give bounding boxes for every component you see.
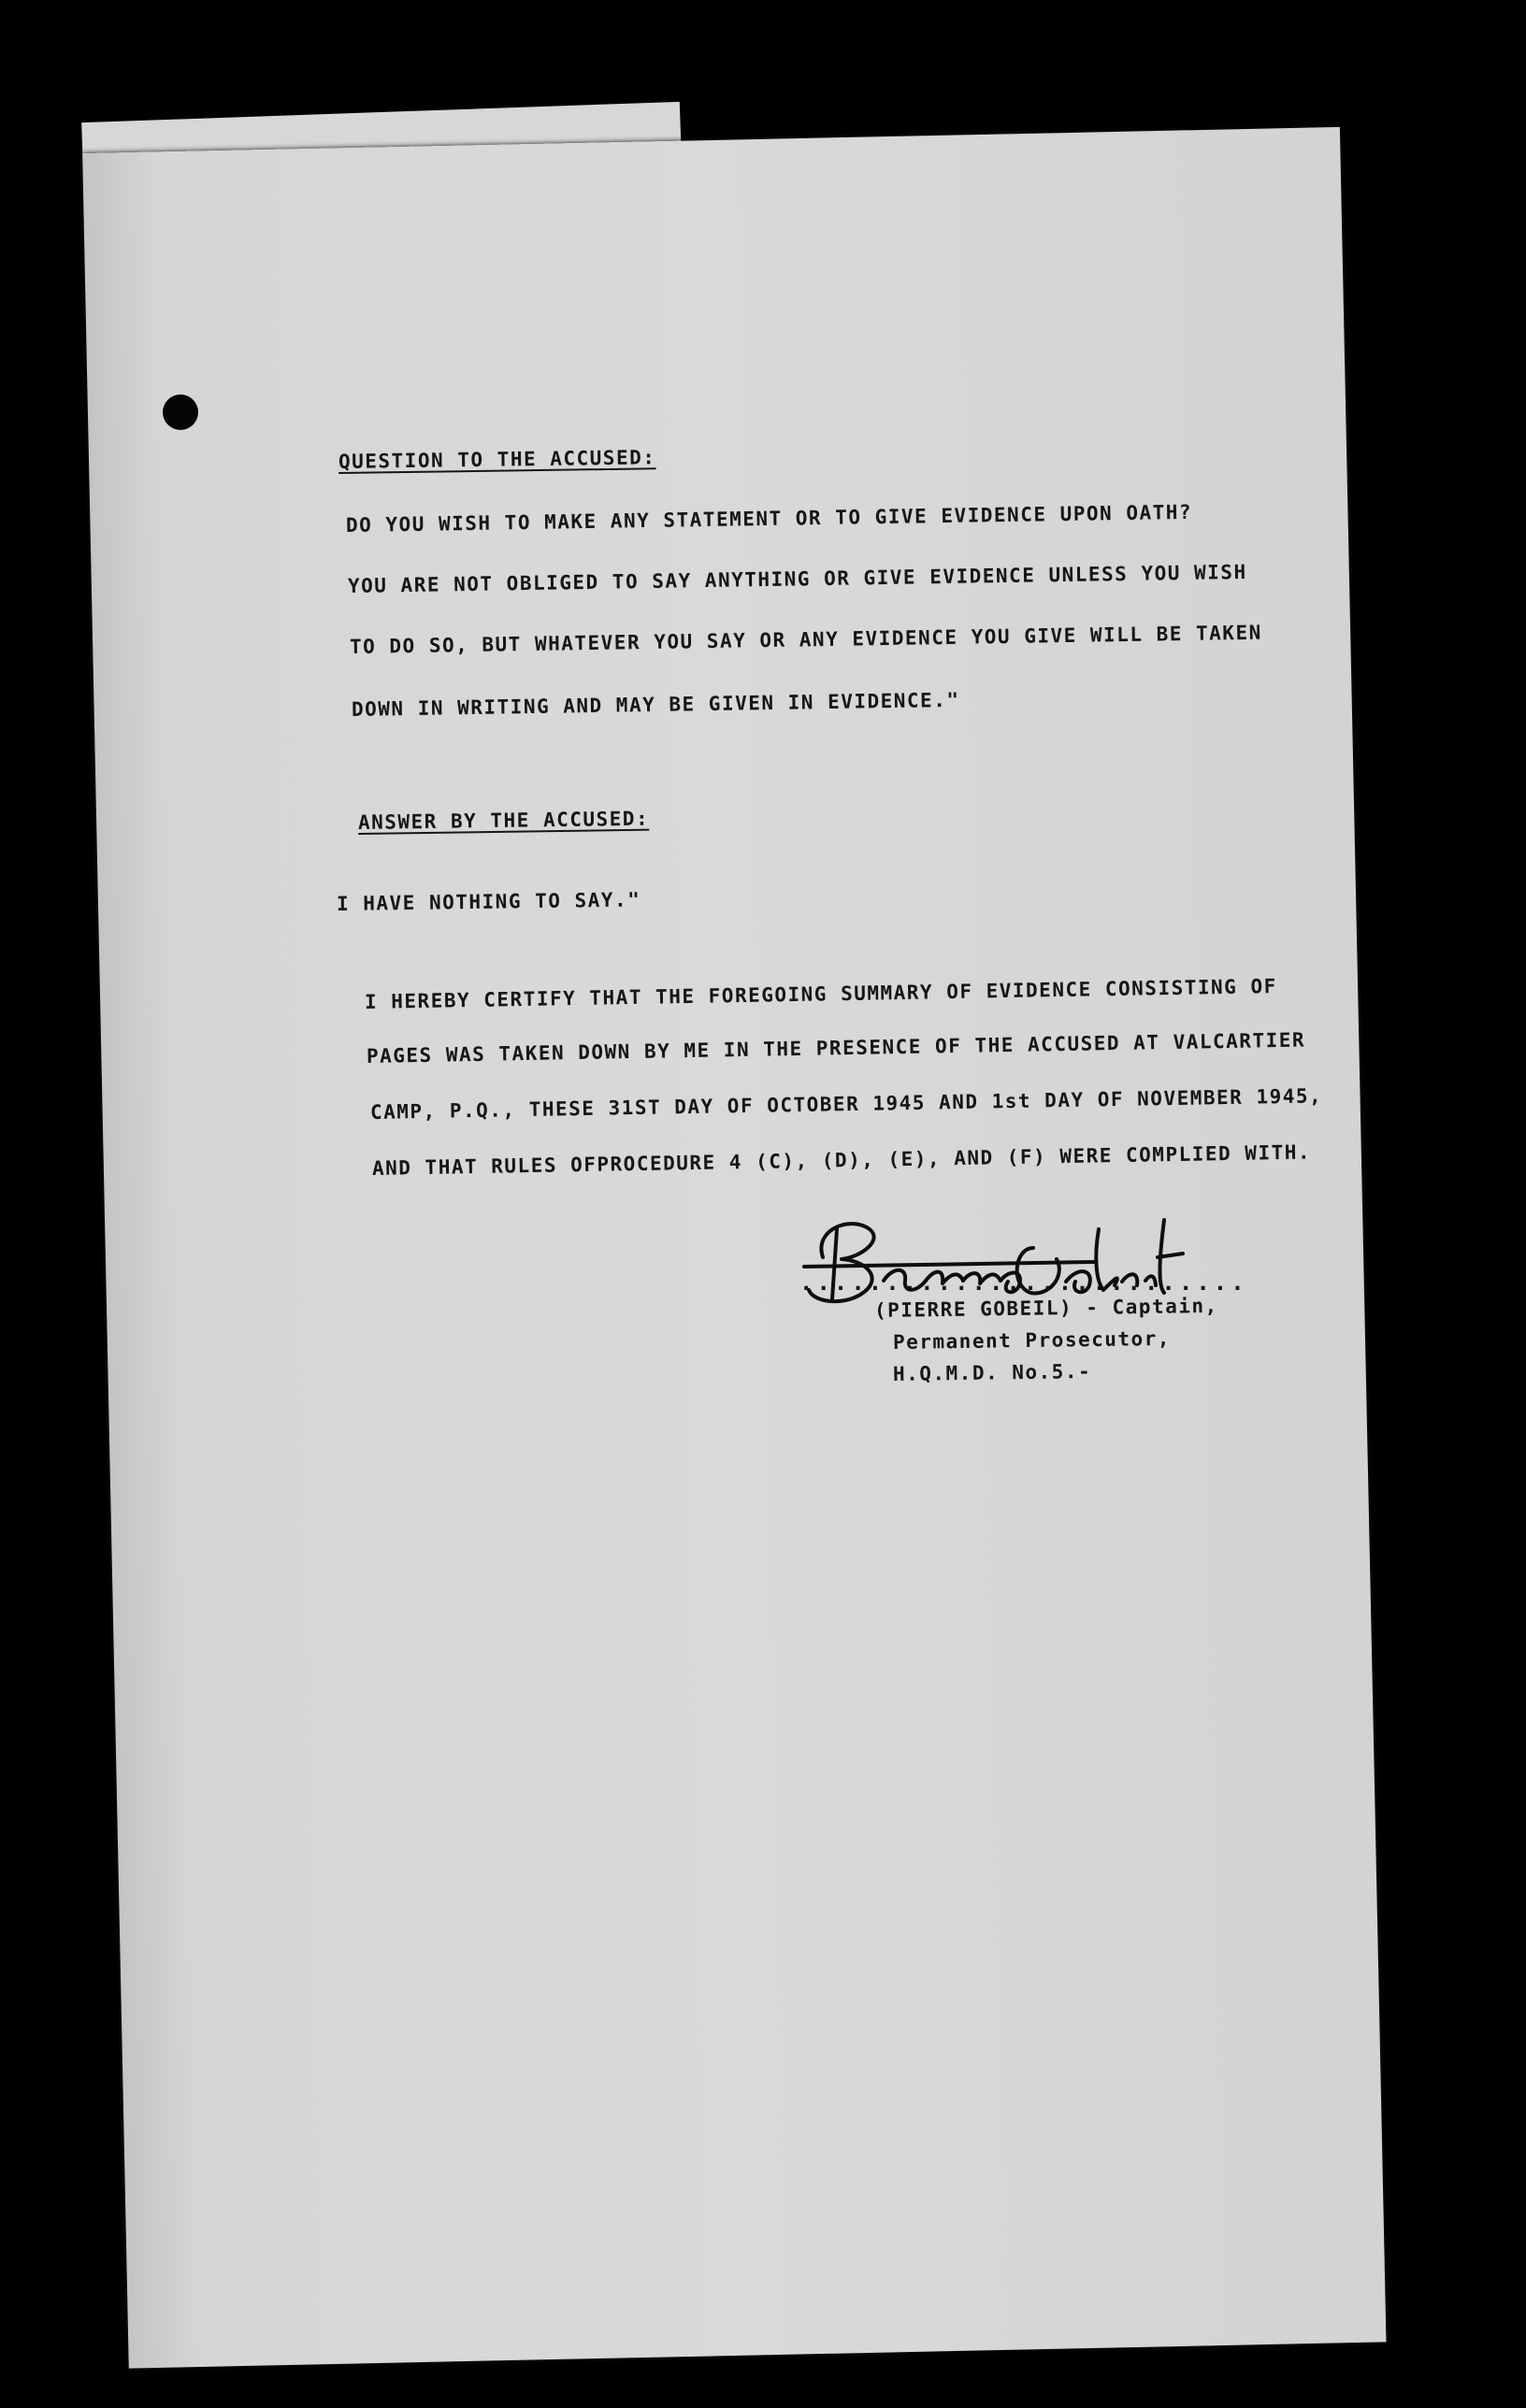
- signature-name-line: (PIERRE GOBEIL) - Captain,: [873, 1294, 1218, 1322]
- question-line-3: TO DO SO, BUT WHATEVER YOU SAY OR ANY EVIDENCE YOU GIVE WILL BE TAKEN: [349, 621, 1262, 658]
- certification-line-2: PAGES WAS TAKEN DOWN BY ME IN THE PRESENCE OF THE ACCUSED AT VALCARTIER: [366, 1028, 1306, 1068]
- answer-heading: ANSWER BY THE ACCUSED:: [357, 807, 650, 834]
- question-line-4: DOWN IN WRITING AND MAY BE GIVEN IN EVIDENCE.": [351, 688, 960, 721]
- punch-hole: [163, 394, 198, 430]
- answer-line: I HAVE NOTHING TO SAY.": [336, 888, 641, 915]
- signature-unit-line: H.Q.M.D. No.5.-: [892, 1360, 1092, 1385]
- certification-line-3: CAMP, P.Q., THESE 31ST DAY OF OCTOBER 1945 AND 1st DAY OF NOVEMBER 1945,: [369, 1084, 1323, 1124]
- certification-line-4: AND THAT RULES OFPROCEDURE 4 (C), (D), (E), AND (F) WERE COMPLIED WITH.: [371, 1140, 1312, 1180]
- question-line-2: YOU ARE NOT OBLIGED TO SAY ANYTHING OR GIVE EVIDENCE UNLESS YOU WISH: [347, 560, 1247, 597]
- question-line-1: DO YOU WISH TO MAKE ANY STATEMENT OR TO GIVE EVIDENCE UPON OATH?: [345, 500, 1193, 537]
- signature-dotted-line: ..........................: [799, 1269, 1248, 1296]
- signature-title-line: Permanent Prosecutor,: [892, 1326, 1172, 1354]
- question-heading: QUESTION TO THE ACCUSED:: [338, 446, 656, 473]
- certification-line-1: I HEREBY CERTIFY THAT THE FOREGOING SUMMARY OF EVIDENCE CONSISTING OF: [364, 974, 1277, 1013]
